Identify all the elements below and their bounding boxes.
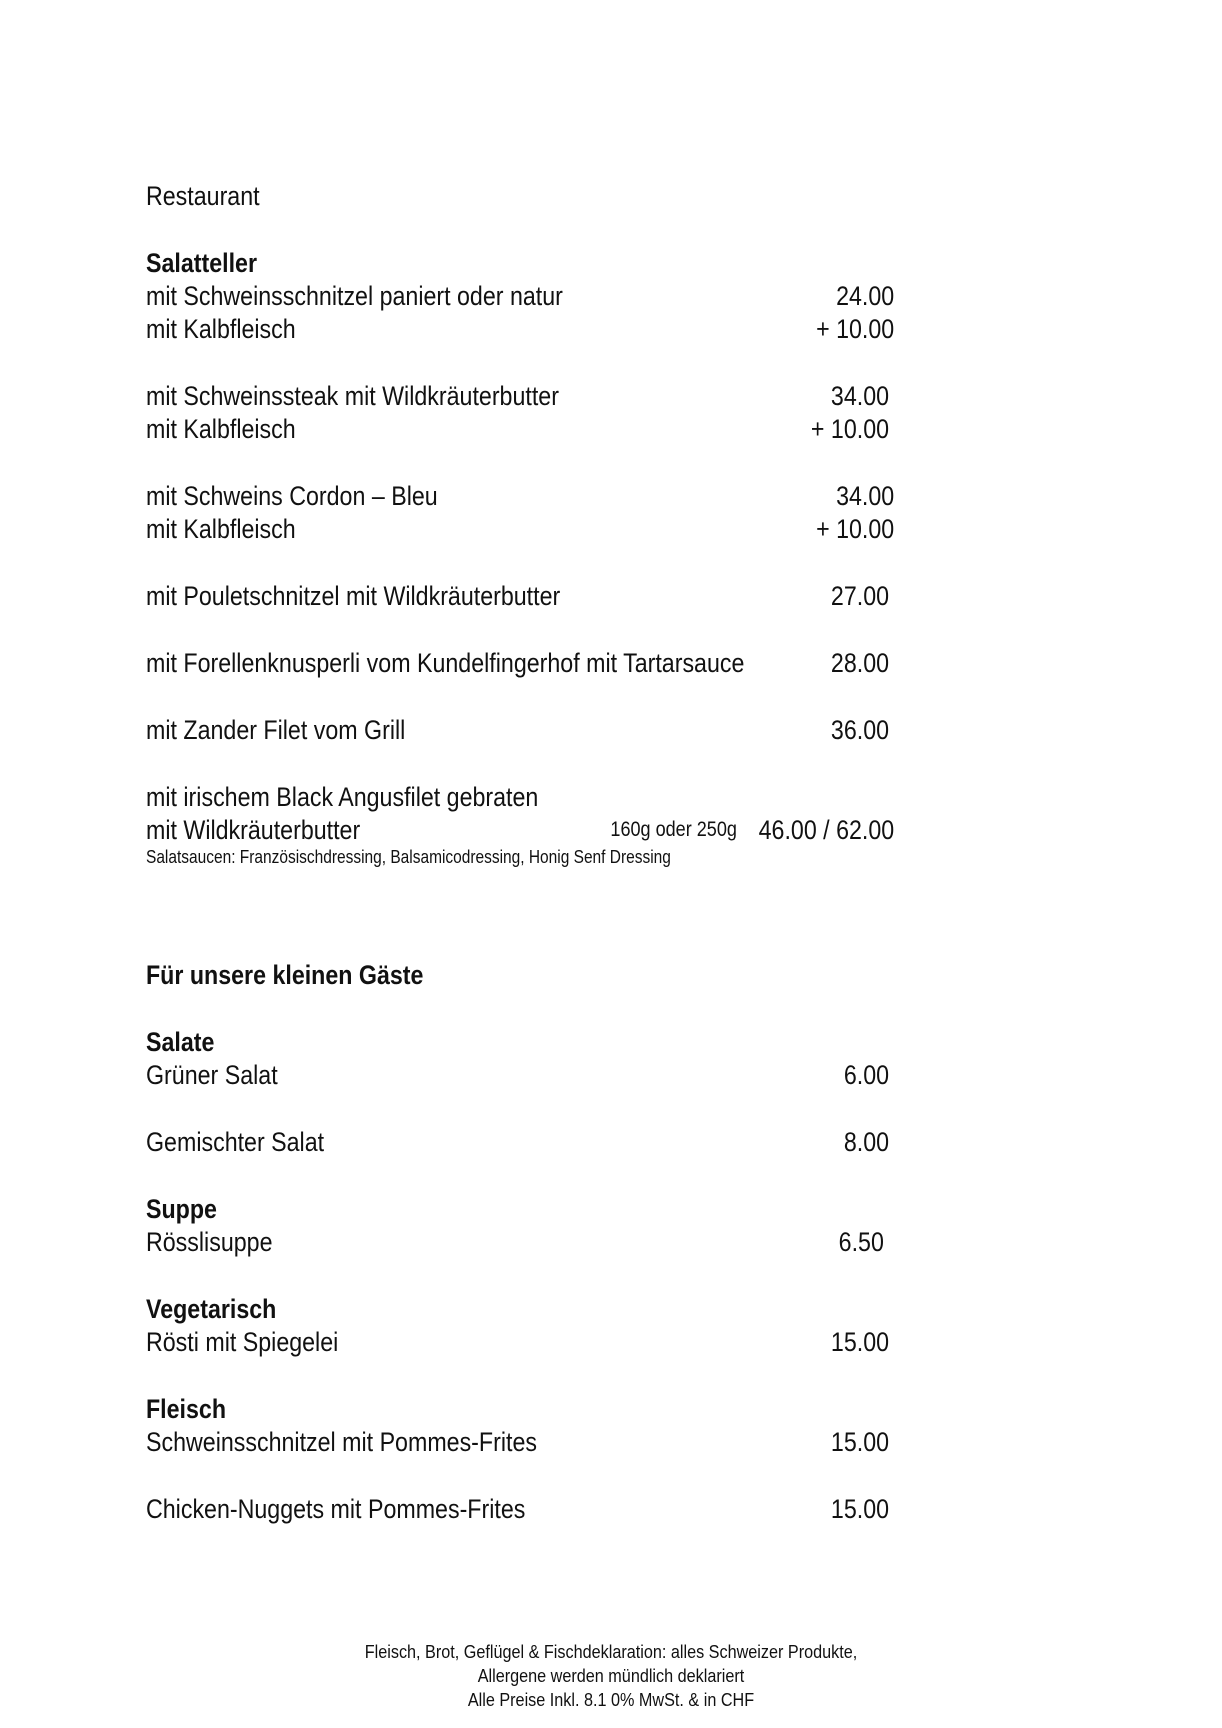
subsection-heading-suppe: Suppe: [146, 1194, 217, 1224]
item-label: mit Kalbfleisch: [146, 314, 296, 344]
item-price: 8.00: [843, 1127, 890, 1157]
item-label: mit Forellenknusperli vom Kundelfingerhof mit Tartarsauce: [146, 648, 745, 678]
item-label: Rösti mit Spiegelei: [146, 1327, 339, 1357]
footer-line-3: Alle Preise Inkl. 8.1 0% MwSt. & in CHF: [467, 1690, 755, 1710]
item-label: mit Schweins Cordon – Bleu: [146, 481, 438, 511]
menu-item: [146, 813, 894, 847]
item-price: + 10.00: [816, 314, 895, 344]
item-price: 15.00: [830, 1494, 890, 1524]
menu-item: [146, 312, 894, 346]
item-price: 6.00: [843, 1060, 890, 1090]
menu-item: [146, 1325, 894, 1359]
subsection-heading-salate: Salate: [146, 1027, 215, 1057]
menu-item: [146, 1058, 894, 1092]
item-price: 36.00: [830, 715, 890, 745]
subsection-heading-fleisch: Fleisch: [146, 1394, 227, 1424]
item-label: Rösslisuppe: [146, 1227, 273, 1257]
item-label: mit irischem Black Angusfilet gebraten: [146, 782, 539, 812]
menu-item: [146, 479, 894, 513]
item-price: 15.00: [830, 1327, 890, 1357]
item-label: mit Schweinsschnitzel paniert oder natur: [146, 281, 563, 311]
footer-line-1: Fleisch, Brot, Geflügel & Fischdeklaration: alles Schweizer Produkte,: [364, 1642, 858, 1662]
section-heading-salatteller: Salatteller: [146, 248, 258, 278]
item-label: Schweinsschnitzel mit Pommes-Frites: [146, 1427, 537, 1457]
menu-item: [146, 1225, 894, 1259]
item-label: mit Zander Filet vom Grill: [146, 715, 406, 745]
menu-item: [146, 713, 894, 747]
menu-item: [146, 379, 894, 413]
item-label: Grüner Salat: [146, 1060, 278, 1090]
page-title: Restaurant: [146, 181, 260, 211]
item-price: 24.00: [836, 281, 895, 311]
item-label: mit Kalbfleisch: [146, 514, 296, 544]
menu-item: [146, 279, 894, 313]
item-price: 6.50: [838, 1227, 884, 1257]
item-price: + 10.00: [810, 414, 890, 444]
menu-item: [146, 412, 894, 446]
item-price: + 10.00: [816, 514, 895, 544]
item-price: 15.00: [830, 1427, 890, 1457]
item-price: 34.00: [830, 381, 890, 411]
menu-item: [146, 646, 894, 680]
menu-item: [146, 780, 894, 814]
item-label: mit Kalbfleisch: [146, 414, 296, 444]
item-label: Chicken-Nuggets mit Pommes-Frites: [146, 1494, 526, 1524]
menu-item: [146, 1125, 894, 1159]
item-price: 46.00 / 62.00: [758, 815, 895, 845]
item-label: mit Schweinssteak mit Wildkräuterbutter: [146, 381, 559, 411]
item-price: 34.00: [836, 481, 895, 511]
menu-item: [146, 579, 894, 613]
subsection-heading-vegetarisch: Vegetarisch: [146, 1294, 277, 1324]
footer-line-2: Allergene werden mündlich deklariert: [477, 1666, 745, 1686]
menu-item: [146, 512, 894, 546]
item-price: 27.00: [830, 581, 890, 611]
item-weight: 160g oder 250g: [610, 818, 737, 841]
section-heading-kids: Für unsere kleinen Gäste: [146, 960, 424, 990]
salad-dressing-note: Salatsaucen: Französischdressing, Balsamicodressing, Honig Senf Dressing: [146, 847, 671, 867]
item-price: 28.00: [830, 648, 890, 678]
item-label: mit Wildkräuterbutter: [146, 815, 361, 845]
menu-item: [146, 1425, 894, 1459]
item-label: Gemischter Salat: [146, 1127, 325, 1157]
menu-item: [146, 1492, 894, 1526]
item-label: mit Pouletschnitzel mit Wildkräuterbutter: [146, 581, 561, 611]
